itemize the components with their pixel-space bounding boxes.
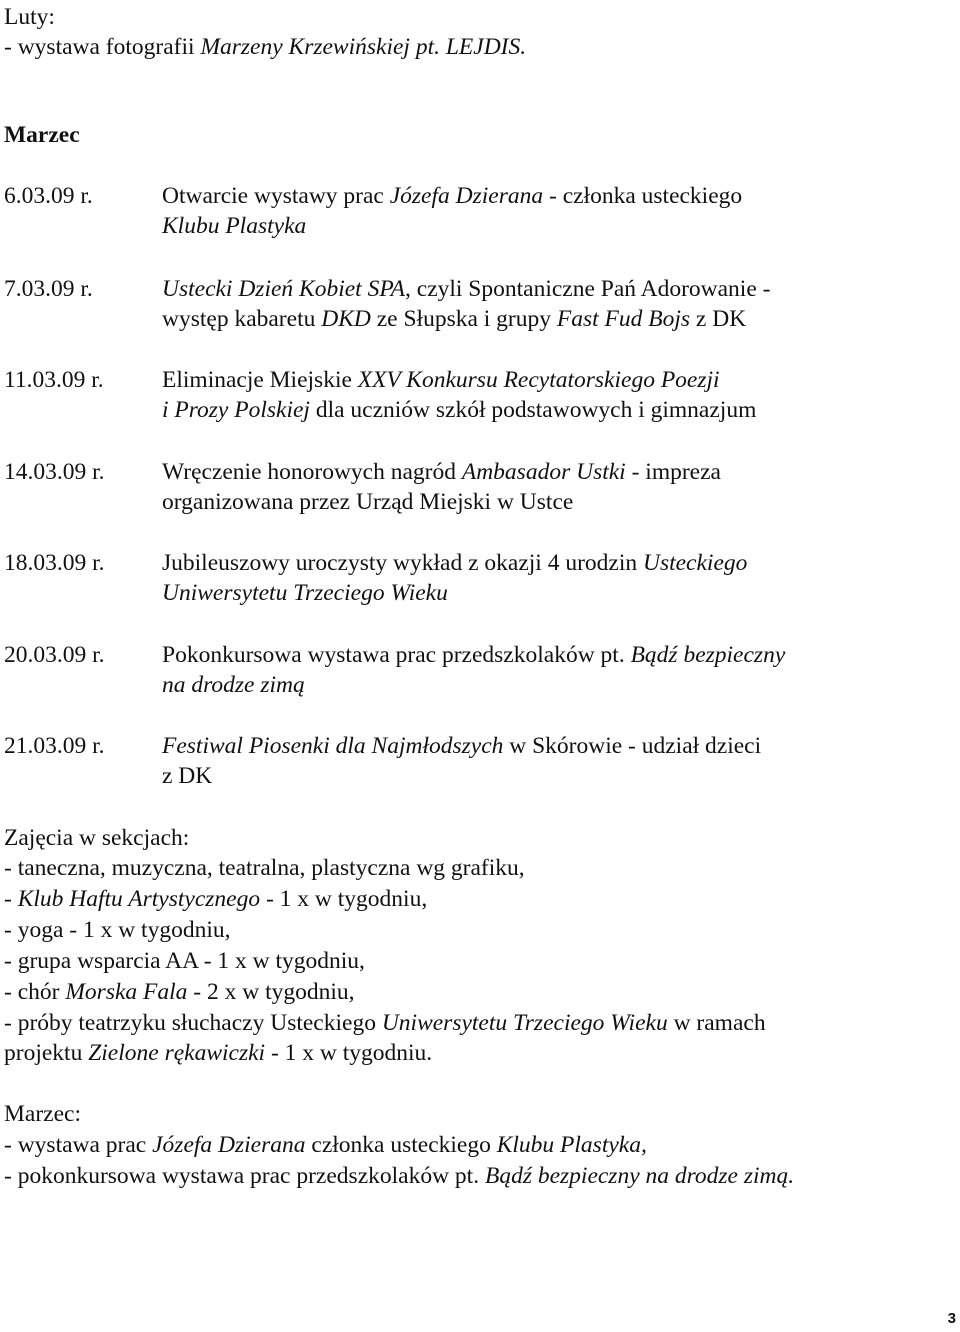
event-description-line — [162, 365, 720, 395]
italic-text: Bądź bezpieczny na drodze zimą. — [484, 1163, 795, 1189]
italic-text: Marzeny Krzewińskiej pt. LEJDIS. — [200, 34, 527, 60]
italic-text: Józefa Dzierana — [152, 1132, 306, 1158]
italic-text: Klub Haftu Artystycznego — [17, 886, 261, 912]
event-date: 20.03.09 r. — [4, 642, 105, 668]
italic-text: Klubu Plastyka — [162, 213, 307, 239]
event-description-line — [162, 487, 573, 517]
italic-text: XXV Konkursu Recytatorskiego Poezji — [357, 367, 720, 393]
italic-text: Ustecki Dzień Kobiet SPA — [162, 276, 406, 302]
italic-text: Ambasador Ustki — [461, 459, 626, 485]
italic-text: i Prozy Polskiej — [162, 397, 310, 423]
list-item — [4, 946, 365, 976]
list-item — [4, 884, 427, 914]
italic-text: Klubu Plastyka, — [496, 1132, 647, 1158]
event-description-line — [162, 578, 448, 608]
text-segment: - 1 x w tygodniu. — [265, 1040, 433, 1066]
text-segment: - impreza — [625, 459, 721, 485]
text-segment: organizowana przez Urząd Miejski w Ustce — [162, 489, 574, 515]
list-item — [4, 1161, 794, 1191]
text-segment: - członka usteckiego — [543, 183, 743, 209]
text-segment: projektu — [4, 1040, 89, 1066]
text-segment: - yoga - 1 x w tygodniu, — [4, 917, 231, 943]
list-item — [4, 915, 231, 945]
italic-text: Uniwersytetu Trzeciego Wieku — [381, 1010, 668, 1036]
text-segment: występ kabaretu — [162, 306, 322, 332]
text-segment: - taneczna, muzyczna, teatralna, plastyczna wg grafiku, — [4, 855, 525, 881]
text-segment: - pokonkursowa wystawa prac przedszkolaków pt. — [4, 1163, 485, 1189]
event-date: 18.03.09 r. — [4, 550, 105, 576]
luty-item — [4, 32, 526, 62]
event-description-line — [162, 304, 746, 334]
event-description-line — [162, 761, 212, 791]
text-segment: - — [4, 886, 18, 912]
event-description-line — [162, 395, 756, 425]
event-description-line — [162, 274, 770, 304]
event-date: 21.03.09 r. — [4, 733, 105, 759]
text-segment: dla uczniów szkół podstawowych i gimnazjum — [309, 397, 757, 423]
italic-text: Bądź bezpieczny — [630, 642, 786, 668]
page-number: 3 — [947, 1310, 956, 1327]
event-description-line — [162, 670, 305, 700]
event-description-line — [162, 548, 747, 578]
text-segment: Eliminacje Miejskie — [162, 367, 358, 393]
event-description-line — [162, 731, 761, 761]
text-segment: Otwarcie wystawy prac — [162, 183, 390, 209]
text-segment: - próby teatrzyku słuchaczy Usteckiego — [4, 1010, 382, 1036]
text-segment: Jubileuszowy uroczysty wykład z okazji 4 urodzin — [162, 550, 643, 576]
text-segment: w Skórowie - udział dzieci — [503, 733, 762, 759]
text-segment: Pokonkursowa wystawa prac przedszkolaków pt. — [162, 642, 631, 668]
italic-text: Morska Fala — [65, 979, 188, 1005]
event-description-line — [162, 211, 306, 241]
event-date: 7.03.09 r. — [4, 276, 93, 302]
event-date: 11.03.09 r. — [4, 367, 104, 393]
italic-text: Zielone rękawiczki — [88, 1040, 266, 1066]
list-item — [4, 853, 525, 883]
zajecia-heading: Zajęcia w sekcjach: — [4, 825, 190, 851]
event-description-line — [162, 457, 721, 487]
italic-text: Uniwersytetu Trzeciego Wieku — [162, 580, 448, 606]
text-segment: członka usteckiego — [305, 1132, 497, 1158]
italic-text: Fast Fud Bojs — [556, 306, 691, 332]
list-item — [4, 1130, 647, 1160]
text-segment: - wystawa fotografii — [4, 34, 201, 60]
event-description-line — [162, 640, 785, 670]
event-date: 14.03.09 r. — [4, 459, 105, 485]
text-segment: - grupa wsparcia AA - 1 x w tygodniu, — [4, 948, 365, 974]
italic-text: na drodze zimą — [162, 672, 305, 698]
text-segment: - wystawa prac — [4, 1132, 153, 1158]
text-segment: w ramach — [667, 1010, 766, 1036]
text-segment: Wręczenie honorowych nagród — [162, 459, 462, 485]
text-segment: , czyli Spontaniczne Pań Adorowanie - — [405, 276, 771, 302]
event-date: 6.03.09 r. — [4, 183, 93, 209]
marzec2-heading: Marzec: — [4, 1101, 81, 1127]
italic-text: DKD — [321, 306, 371, 332]
list-item — [4, 1038, 432, 1068]
text-segment: - 2 x w tygodniu, — [187, 979, 355, 1005]
text-segment: z DK — [162, 763, 213, 789]
text-segment: ze Słupska i grupy — [370, 306, 557, 332]
list-item — [4, 1008, 766, 1038]
luty-heading: Luty: — [4, 4, 55, 30]
list-item — [4, 977, 355, 1007]
text-segment: - 1 x w tygodniu, — [260, 886, 428, 912]
marzec-heading: Marzec — [4, 122, 80, 148]
event-description-line — [162, 181, 742, 211]
text-segment: z DK — [690, 306, 747, 332]
italic-text: Festiwal Piosenki dla Najmłodszych — [162, 733, 504, 759]
italic-text: Józefa Dzierana — [389, 183, 544, 209]
italic-text: Usteckiego — [642, 550, 748, 576]
text-segment: - chór — [4, 979, 66, 1005]
